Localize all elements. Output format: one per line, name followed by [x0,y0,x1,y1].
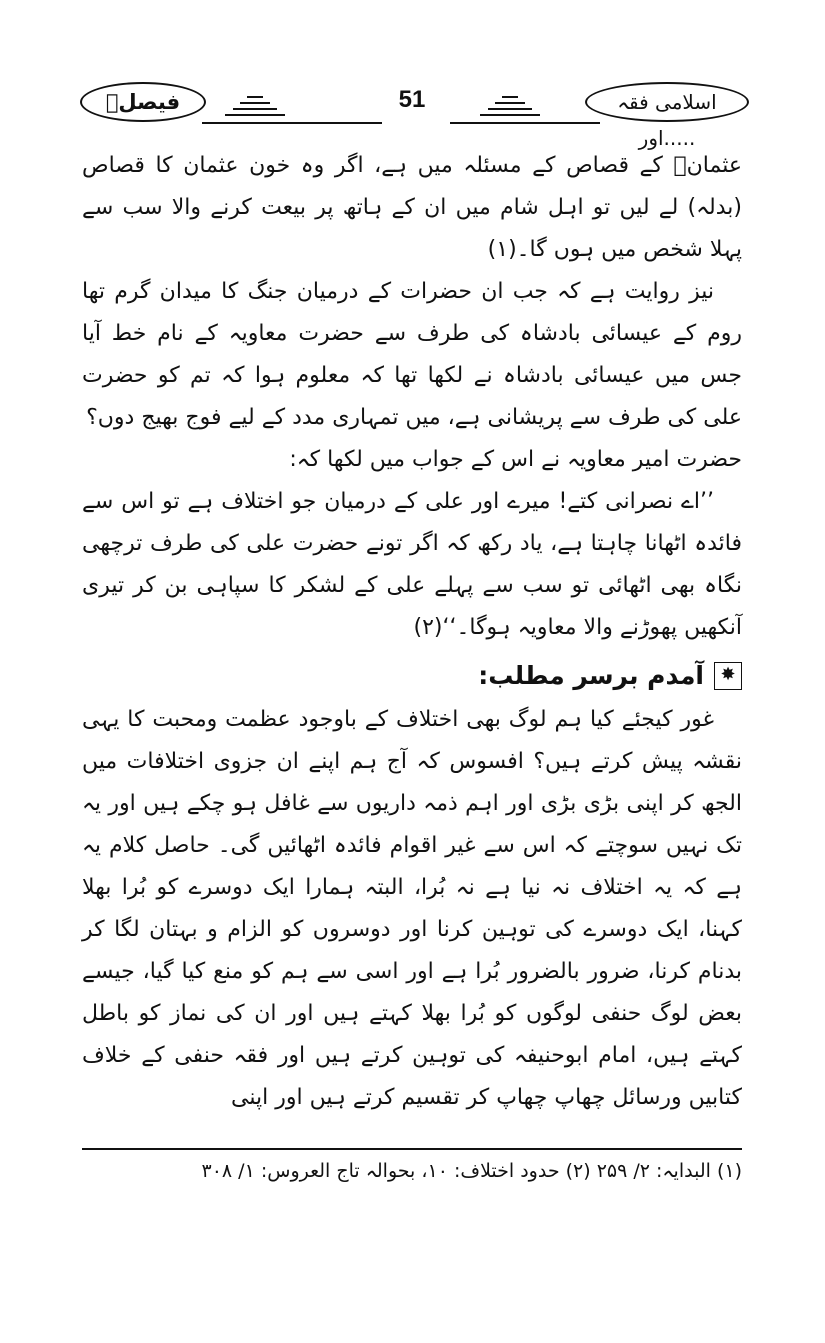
paragraph-1: عثمانؓ کے قصاص کے مسئلہ میں ہے، اگر وہ خون عثمان کا قصاص (بدلہ) لے لیں تو اہل شام میں ان کے ہاتھ پر بیعت کرنے والا سب سے پہلا شخص میں ہوں گا۔(۱) [82,153,742,262]
header-rule-left [202,122,382,124]
paragraph-3: حضرت امیر معاویہ نے اس کے جواب میں لکھا کہ: [289,447,742,472]
page-body [82,145,742,1119]
header-ornament-right [480,92,540,122]
paragraph-4: غور کیجئے کیا ہم لوگ بھی اختلاف کے باوجود عظمت ومحبت کا یہی نقشہ پیش کرتے ہیں؟ افسوس کہ آج ہم اپنے ان جزوی اختلافات میں الجھ کر اپنی بڑی بڑی اور اہم ذمہ داریوں سے غافل ہو چکے ہیں اور یہ تک نہیں سوچتے کہ اس سے غیر اقوام فائدہ اٹھائیں گی۔ حاصل کلام یہ ہے کہ یہ اختلاف نہ نیا ہے نہ بُرا، البتہ ہمارا ایک دوسرے کو بُرا بھلا کہنا، ایک دوسرے کی توہین کرنا اور دوسروں کو الزام و بہتان لگا کر بدنام کرنا، ضرور بالضرور بُرا ہے اور اسی سے ہم کو منع کیا گیا، جیسے بعض لوگ حنفی لوگوں کو بُرا بھلا کہتے ہیں اور ان کی نماز کو باطل کہتے ہیں، امام ابوحنیفہ کی توہین کرتے ہیں اور فقہ حنفی کے خلاف کتابیں ورسائل چھاپ چھاپ کر تقسیم کرتے ہیں اور اپنی [82,707,742,1110]
header-rule-right [450,122,600,124]
footnote-divider [82,1148,742,1150]
page-number: 51 [398,86,426,113]
author-label: فیصلؔ [80,82,206,122]
footnote: (۱) البدایہ: ۲/ ۲۵۹ (۲) حدود اختلاف: ۱۰، بحوالہ تاج العروس: ۱/ ۳۰۸ [201,1160,742,1182]
star-ornament-icon: ✸ [714,662,742,690]
book-title-label: اسلامی فقہ اور..... [585,82,749,122]
section-heading-text: آمدم برسر مطلب: [478,661,704,690]
quoted-letter: ’’اے نصرانی کتے! میرے اور علی کے درمیان جو اختلاف ہے تو اس سے فائدہ اٹھانا چاہتا ہے، یاد رکھ کہ اگر تونے حضرت علی کی طرف ترچھی نگاہ بھی اٹھائی تو سب سے پہلے علی کے لشکر کا سپاہی بن کر تیری آنکھیں پھوڑنے والا معاویہ ہوگا۔‘‘(۲) [82,489,742,640]
header-ornament-left [225,92,285,122]
paragraph-2: نیز روایت ہے کہ جب ان حضرات کے درمیان جنگ کا میدان گرم تھا روم کے عیسائی بادشاہ کی طرف سے حضرت معاویہ کے نام خط آیا جس میں عیسائی بادشاہ نے لکھا تھا کہ معلوم ہوا کہ تم کو حضرت علی کی طرف سے پریشانی ہے، میں تمہاری مدد کے لیے فوج بھیج دوں؟ [82,279,742,430]
section-heading [82,655,742,697]
page-header [80,78,745,150]
